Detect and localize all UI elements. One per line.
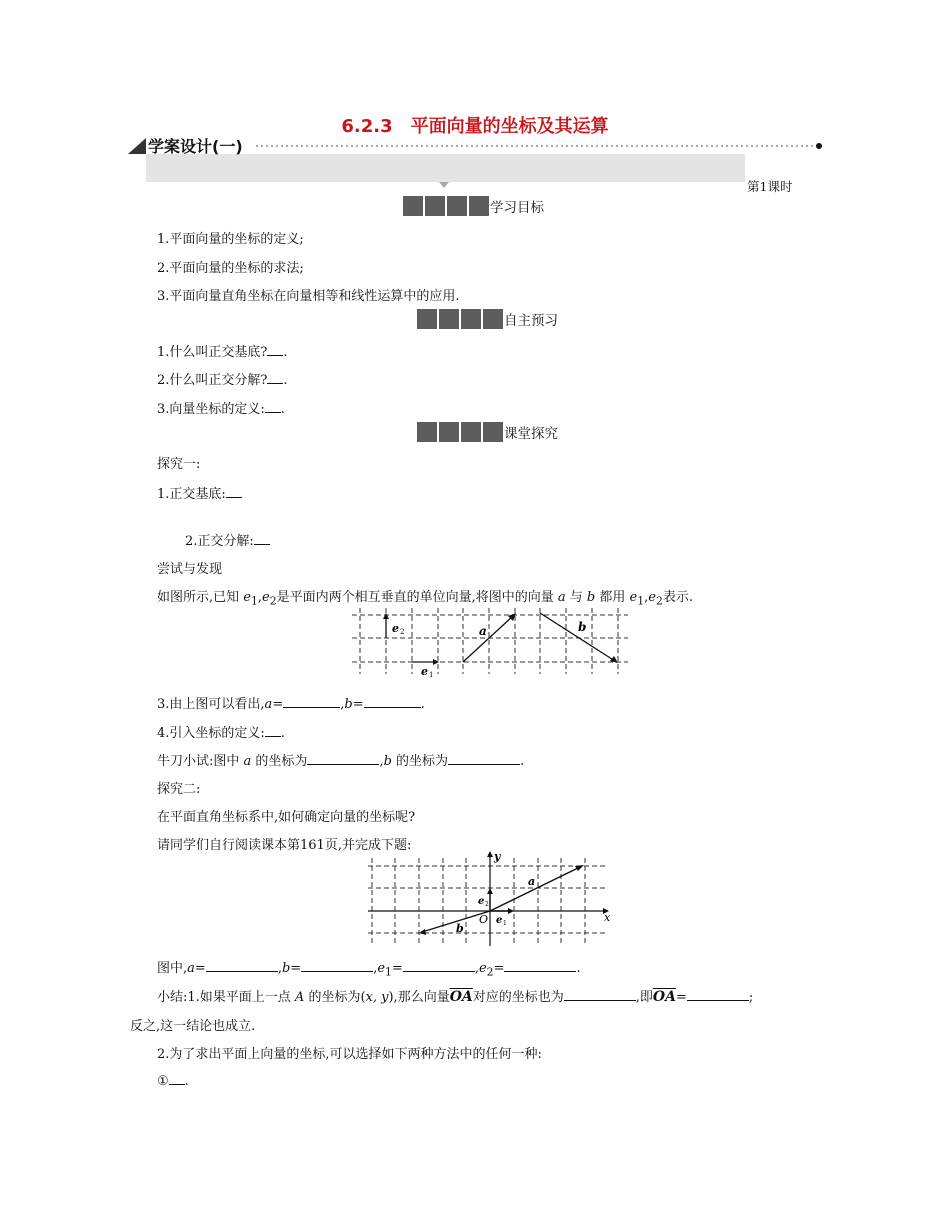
q3-line: 3.由上图可以看出,a= ,b= . <box>157 693 425 712</box>
answer-blank-oa-coord[interactable] <box>564 987 636 1001</box>
q4-line: 4.引入坐标的定义: . <box>157 722 285 741</box>
answer-blank[interactable] <box>254 531 270 545</box>
explore-two-heading: 探究二: <box>157 782 201 797</box>
answer-blank-a[interactable] <box>283 694 340 708</box>
answer-blank-b-coord[interactable] <box>448 751 520 765</box>
svg-text:2: 2 <box>485 901 489 908</box>
fig1-label-e2: e <box>392 622 399 635</box>
answer-blank-b[interactable] <box>301 958 373 972</box>
answer-blank-b[interactable] <box>364 694 421 708</box>
banner-triangle-icon <box>128 138 146 154</box>
answer-blank-e1[interactable] <box>403 958 475 972</box>
quick-test-line: 牛刀小试:图中 a 的坐标为 ,b 的坐标为 . <box>157 750 524 769</box>
method-1-line: ① . <box>157 1071 189 1089</box>
fig1-label-e1: e <box>421 665 428 678</box>
figure-2-coordinate-grid <box>366 850 616 948</box>
banner-box <box>146 154 745 182</box>
fig2-label-e1: e <box>496 915 503 926</box>
goal-item: 3.平面向量直角坐标在向量相等和线性运算中的应用. <box>157 289 460 304</box>
answer-blank[interactable] <box>267 342 283 356</box>
summary-1-line: 小结:1.如果平面上一点 A 的坐标为(x, y),那么向量$\overline{OA}$对应的坐标也为 ,即$\overline{OA}=$ ; <box>157 989 754 1005</box>
answer-blank-a[interactable] <box>206 958 278 972</box>
banner-label: 学案设计(一) <box>148 137 243 156</box>
section-blocks <box>403 196 489 216</box>
answer-blank[interactable] <box>267 370 283 384</box>
banner-pointer-icon <box>438 182 450 190</box>
answer-blank[interactable] <box>265 723 281 737</box>
try-heading: 尝试与发现 <box>157 562 223 577</box>
preview-item: 1.什么叫正交基底? . <box>157 341 288 360</box>
fig2-label-y: y <box>494 850 501 863</box>
summary-1-cont: 反之,这一结论也成立. <box>130 1019 256 1034</box>
figure-1-grid <box>350 608 630 680</box>
vector-oa: $\overline{OA}$ <box>652 989 676 1005</box>
goal-item: 2.平面向量的坐标的求法; <box>157 261 304 276</box>
title-text: 平面向量的坐标及其运算 <box>410 116 609 137</box>
fig2-label-e2: e <box>478 896 485 907</box>
lesson-label: 第1课时 <box>747 179 793 194</box>
answer-blank[interactable] <box>265 399 281 413</box>
decomp-question: 2.正交分解: <box>185 530 270 549</box>
banner-decoration <box>128 134 828 156</box>
fig2-label-b: b <box>456 922 464 935</box>
figure1-description: 如图所示,已知 $e_1,e_2$是平面内两个相互垂直的单位向量,将图中的向量 a 与 b 都用 $e_1,e_2$表示. <box>157 590 693 608</box>
section-header-explore <box>417 422 558 442</box>
section-label-explore: 课堂探究 <box>504 426 558 442</box>
fig2-label-origin: O <box>479 913 489 926</box>
preview-item: 2.什么叫正交分解? . <box>157 369 288 388</box>
answer-blank-a-coord[interactable] <box>307 751 379 765</box>
answer-blank-oa[interactable] <box>687 987 749 1001</box>
fig2-label-x: x <box>604 911 611 924</box>
goal-item: 1.平面向量的坐标的定义; <box>157 232 304 247</box>
section-label-goals: 学习目标 <box>490 200 544 216</box>
svg-text:2: 2 <box>400 628 405 636</box>
preview-item: 3.向量坐标的定义: . <box>157 398 285 417</box>
basis-question: 1.正交基底: <box>157 483 242 502</box>
fig1-label-b: b <box>578 620 587 634</box>
section-header-preview <box>417 309 558 329</box>
svg-text:1: 1 <box>429 671 434 679</box>
fig1-label-a: a <box>479 624 487 638</box>
figure2-answer-line: 图中$,a= ,b= ,e_1= ,e_2=$ . <box>157 957 581 979</box>
coord-question: 在平面直角坐标系中,如何确定向量的坐标呢? <box>157 810 416 825</box>
answer-blank-e2[interactable] <box>504 958 576 972</box>
vector-oa: $\overline{OA}$ <box>449 989 473 1005</box>
read-instruction: 请同学们自行阅读课本第161页,并完成下题: <box>157 838 412 853</box>
svg-text:1: 1 <box>503 920 507 927</box>
title-number: 6.2.3 <box>341 116 393 137</box>
fig2-label-a: a <box>528 875 536 888</box>
banner-end-dot-icon <box>816 143 822 149</box>
summary-2-line: 2.为了求出平面上向量的坐标,可以选择如下两种方法中的任何一种: <box>157 1047 542 1062</box>
answer-blank[interactable] <box>169 1071 185 1085</box>
explore-one-heading: 探究一: <box>157 457 201 472</box>
section-label-preview: 自主预习 <box>504 313 558 329</box>
section-header-goals <box>403 196 544 216</box>
answer-blank[interactable] <box>226 484 242 498</box>
